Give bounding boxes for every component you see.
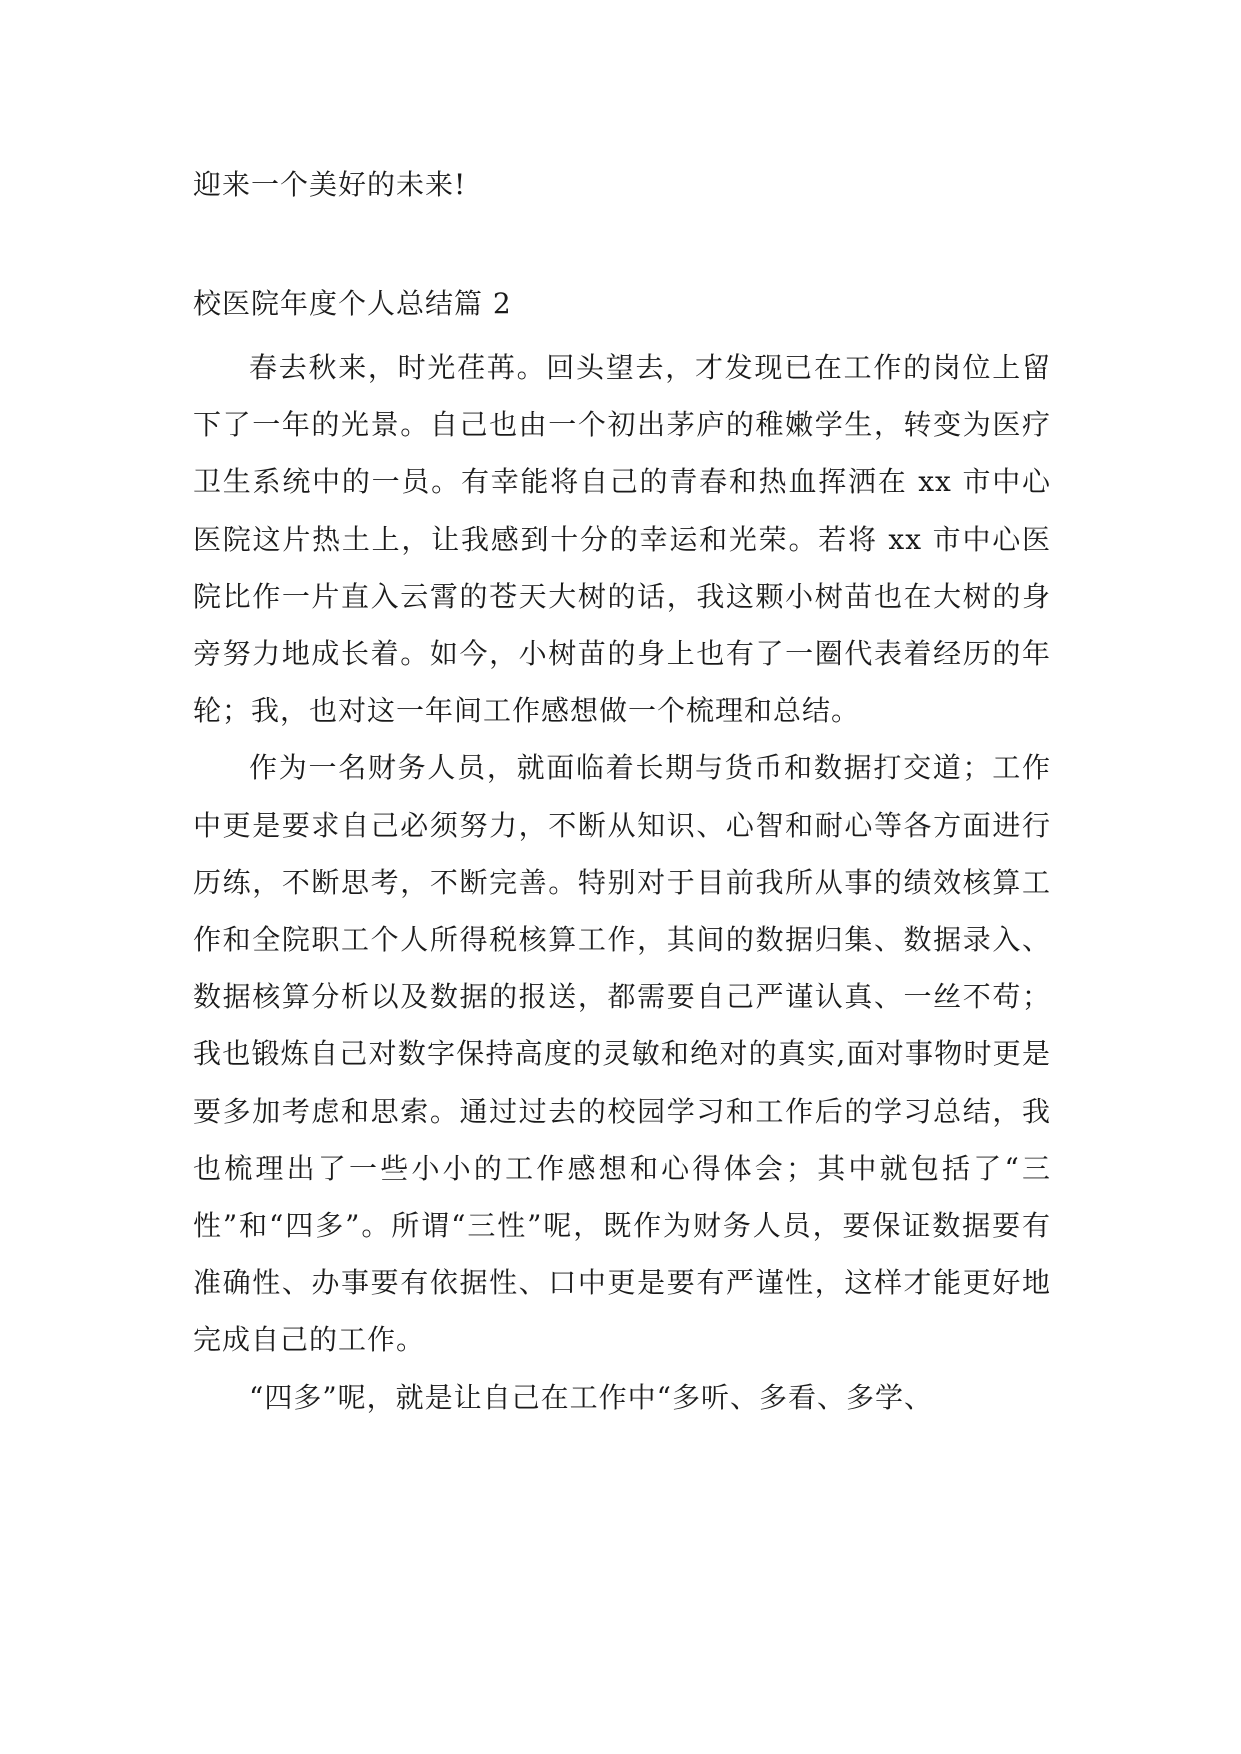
paragraph-2: 作为一名财务人员，就面临着长期与货币和数据打交道；工作中更是要求自己必须努力，不断从知识、心智和耐心等各方面进行历练，不断思考，不断完善。特别对于目前我所从事的绩效核算工作和全院职工个人所得税核算工作，其间的数据归集、数据录入、数据核算分析以及数据的报送，都需要自己严谨认真、一丝不苟；我也锻炼自己对数字保持高度的灵敏和绝对的真实,面对事物时更是要多加考虑和思索。通过过去的校园学习和工作后的学习总结，我也梳理出了一些小小的工作感想和心得体会；其中就包括了“三性”和“四多”。所谓“三性”呢，既作为财务人员，要保证数据要有准确性、办事要有依据性、口中更是要有严谨性，这样才能更好地完成自己的工作。 — [193, 751, 1051, 1357]
section-title: 校医院年度个人总结篇 2 — [193, 287, 512, 320]
paragraph-1: 春去秋来，时光荏苒。回头望去，才发现已在工作的岗位上留下了一年的光景。自己也由一个初出茅庐的稚嫩学生，转变为医疗卫生系统中的一员。有幸能将自己的青春和热血挥洒在 xx 市中心医院这片热土上，让我感到十分的幸运和光荣。若将 xx 市中心医院比作一片直入云霄的苍天大树的话，我这颗小树苗也在大树的身旁努力地成长着。如今，小树苗的身上也有了一圈代表着经历的年轮；我，也对这一年间工作感想做一个梳理和总结。 — [193, 351, 1051, 728]
paragraph-3: “四多”呢，就是让自己在工作中“多听、多看、多学、 — [249, 1380, 933, 1414]
closing-line: 迎来一个美好的未来! — [193, 168, 467, 201]
document-body — [193, 339, 1051, 1426]
